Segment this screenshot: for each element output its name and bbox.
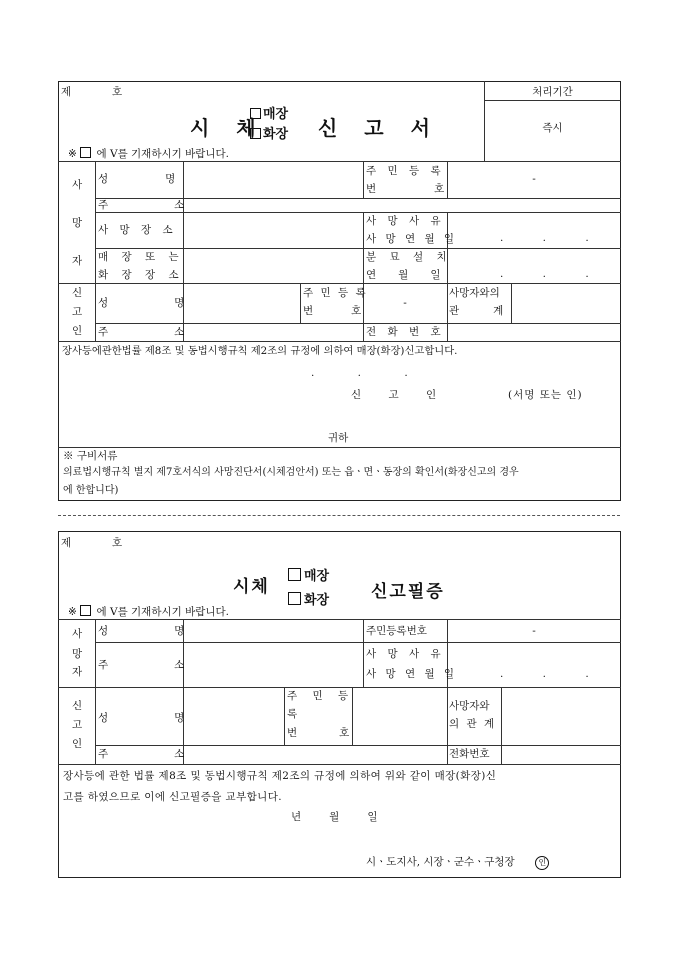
checkbox-icon[interactable] bbox=[288, 568, 301, 581]
cert-burial-label: 매장 bbox=[304, 569, 330, 584]
reporter-rrn-value: - bbox=[403, 297, 407, 309]
reporter-section-label: 고 bbox=[72, 306, 83, 318]
page-title: 시 체 bbox=[190, 116, 266, 140]
instruction-note bbox=[68, 147, 229, 160]
cert-title-suffix: 신고필증 bbox=[371, 582, 445, 602]
reporter-name-input[interactable] bbox=[184, 284, 299, 322]
death-reason-label: 사 망 사 유 bbox=[366, 215, 445, 227]
reporter-rrn-label-line1: 주 민 등 록 bbox=[303, 287, 368, 299]
phone-label: 전 화 번 호 bbox=[366, 326, 445, 338]
cert-reporter-label: 인 bbox=[72, 738, 83, 750]
page-title-suffix: 신 고 서 bbox=[318, 116, 440, 140]
burial-place-label-line2: 화 장 장 소 bbox=[98, 269, 184, 281]
deceased-section-label: 사 bbox=[72, 179, 83, 191]
section-line bbox=[58, 687, 621, 688]
address-input[interactable] bbox=[184, 199, 620, 211]
processing-header-line bbox=[484, 100, 621, 101]
note-mark: ※ bbox=[68, 606, 77, 618]
cert-address-input[interactable] bbox=[184, 643, 362, 686]
mid-divider bbox=[300, 283, 301, 323]
cert-statement-cont: 고를 하였으므로 이에 신고필증을 교부합니다. bbox=[63, 791, 283, 803]
cert-rrn-label: 주민등록번호 bbox=[366, 625, 427, 637]
relation-input[interactable] bbox=[512, 284, 620, 322]
left-column-divider bbox=[95, 161, 96, 341]
sign-note: (서명 또는 인) bbox=[508, 389, 583, 401]
deceased-section-label: 망 bbox=[72, 217, 83, 229]
section-line bbox=[58, 764, 621, 765]
rrn-label-line1: 주 민 등 록 bbox=[366, 165, 445, 177]
required-docs-header: ※ 구비서류 bbox=[63, 450, 118, 462]
rrn-value: - bbox=[532, 173, 536, 185]
cert-name-input[interactable] bbox=[184, 620, 362, 641]
certificate-form bbox=[58, 531, 621, 878]
declaration-date-dots: . . . bbox=[311, 367, 428, 379]
checkbox-icon[interactable] bbox=[250, 128, 261, 139]
cert-death-date-label: 사 망 연 월 일 bbox=[366, 668, 458, 680]
death-place-input[interactable] bbox=[184, 213, 362, 247]
cert-reporter-label: 신 bbox=[72, 700, 83, 712]
mid-divider bbox=[363, 619, 364, 687]
reporter-address-input[interactable] bbox=[184, 324, 362, 340]
grave-date-label-line2: 연 월 일 bbox=[366, 269, 441, 281]
cert-name-label: 성 명 bbox=[98, 625, 185, 637]
cert-phone-label: 전화번호 bbox=[449, 748, 490, 760]
reporter-address-label: 주 소 bbox=[98, 326, 185, 338]
checkbox-icon[interactable] bbox=[250, 108, 261, 119]
mid-divider bbox=[363, 161, 364, 198]
cert-phone-input[interactable] bbox=[502, 746, 620, 763]
cert-title: 시체 bbox=[233, 577, 270, 597]
note-text: 에 V를 기재하시기 바랍니다. bbox=[96, 148, 230, 160]
death-place-label: 사 망 장 소 bbox=[98, 224, 177, 236]
required-docs-text-cont: 에 한합니다) bbox=[63, 485, 119, 496]
section-line bbox=[58, 447, 621, 448]
cert-burial-option[interactable] bbox=[288, 565, 329, 584]
checkbox-icon[interactable] bbox=[288, 592, 301, 605]
cert-reporter-rrn-label-line1: 주 민 등 bbox=[287, 690, 355, 702]
rrn-label-line2: 번 호 bbox=[366, 183, 445, 195]
cert-deceased-label: 자 bbox=[72, 666, 83, 678]
cert-reporter-rrn-label-line2: 록 bbox=[287, 708, 298, 720]
form-number-suffix: 호 bbox=[112, 86, 123, 98]
processing-period-label: 처리기간 bbox=[532, 86, 573, 98]
reporter-sign-label: 신 고 인 bbox=[351, 389, 449, 401]
cert-reporter-name-input[interactable] bbox=[184, 688, 283, 744]
note-mark: ※ bbox=[68, 148, 77, 160]
burial-place-input[interactable] bbox=[184, 249, 362, 282]
cert-reporter-address-input[interactable] bbox=[184, 746, 446, 763]
cert-reporter-rrn-input[interactable] bbox=[353, 688, 446, 744]
cert-reporter-name-label: 성 명 bbox=[98, 712, 185, 724]
reporter-rrn-label-line2: 번 호 bbox=[303, 305, 362, 317]
cert-statement: 장사등에 관한 법률 제8조 및 동법시행규칙 제2조의 규정에 의하여 위와 같이 매장(화장)신 bbox=[63, 770, 497, 782]
cert-relation-label-line1: 사망자와 bbox=[449, 700, 490, 712]
cert-cremation-option[interactable] bbox=[288, 589, 329, 608]
phone-input[interactable] bbox=[448, 324, 620, 340]
burial-option[interactable] bbox=[250, 103, 288, 122]
cert-death-date-dots: . . . bbox=[500, 668, 607, 680]
left-column-divider bbox=[95, 619, 96, 764]
processing-period-value: 즉시 bbox=[542, 122, 563, 134]
mid-divider bbox=[447, 687, 448, 764]
form-number-label: 제 bbox=[61, 86, 72, 98]
mid-divider bbox=[284, 687, 285, 745]
cert-number-suffix: 호 bbox=[112, 537, 123, 549]
note-text: 에 V를 기재하시기 바랍니다. bbox=[96, 606, 230, 618]
rrn-input[interactable] bbox=[184, 162, 362, 197]
signature-field[interactable] bbox=[430, 384, 500, 404]
death-date-label: 사 망 연 월 일 bbox=[366, 233, 458, 245]
cert-deceased-label: 사 bbox=[72, 628, 83, 640]
cert-instruction-note bbox=[68, 605, 229, 618]
checkbox-icon bbox=[80, 605, 91, 616]
reporter-section-label: 인 bbox=[72, 325, 83, 337]
section-line bbox=[58, 341, 621, 342]
reporter-section-label: 신 bbox=[72, 287, 83, 299]
relation-label-line2: 관 계 bbox=[449, 305, 504, 317]
seal-icon: 인 bbox=[535, 856, 549, 870]
grave-date-dots: . . . bbox=[500, 268, 607, 280]
burial-place-label-line1: 매 장 또 는 bbox=[98, 251, 184, 263]
recipient-label: 귀하 bbox=[328, 432, 349, 444]
cert-address-label: 주 소 bbox=[98, 659, 185, 671]
required-docs-text: 의료법시행규칙 별지 제7호서식의 사망진단서(시체검안서) 또는 읍ㆍ면ㆍ동장의 확인서(화장신고의 경우 bbox=[63, 467, 519, 478]
cert-rrn-value: - bbox=[532, 625, 536, 637]
cert-number-label: 제 bbox=[61, 537, 72, 549]
cert-reporter-rrn-label-line3: 번 호 bbox=[287, 727, 350, 739]
reporter-name-label: 성 명 bbox=[98, 297, 185, 309]
cert-issue-date: 년 월 일 bbox=[291, 811, 378, 823]
declaration-text: 장사등에관한법률 제8조 및 동법시행규칙 제2조의 규정에 의하여 매장(화장)신고합니다. bbox=[62, 345, 458, 357]
cut-line bbox=[58, 515, 620, 516]
cert-relation-label-line2: 의 관 계 bbox=[449, 718, 497, 730]
grave-date-label-line1: 분 묘 설 치 bbox=[366, 251, 452, 263]
name-label: 성 명 bbox=[98, 173, 183, 185]
address-label: 주 소 bbox=[98, 199, 185, 211]
cert-issuer bbox=[366, 856, 549, 870]
cremation-option[interactable] bbox=[250, 123, 288, 142]
relation-label-line1: 사망자와의 bbox=[449, 287, 500, 299]
cert-reporter-address-label: 주 소 bbox=[98, 748, 185, 760]
death-date-dots: . . . bbox=[500, 232, 607, 244]
cremation-option-label: 화장 bbox=[263, 127, 289, 142]
cert-cremation-label: 화장 bbox=[304, 593, 330, 608]
cert-deceased-label: 망 bbox=[72, 648, 83, 660]
checkbox-icon bbox=[80, 147, 91, 158]
issuer-label: 시ㆍ도지사, 시장ㆍ군수ㆍ구청장 bbox=[366, 856, 515, 868]
burial-option-label: 매장 bbox=[263, 107, 289, 122]
cert-reporter-label: 고 bbox=[72, 719, 83, 731]
deceased-section-label: 자 bbox=[72, 255, 83, 267]
cert-death-reason-label: 사 망 사 유 bbox=[366, 648, 445, 660]
